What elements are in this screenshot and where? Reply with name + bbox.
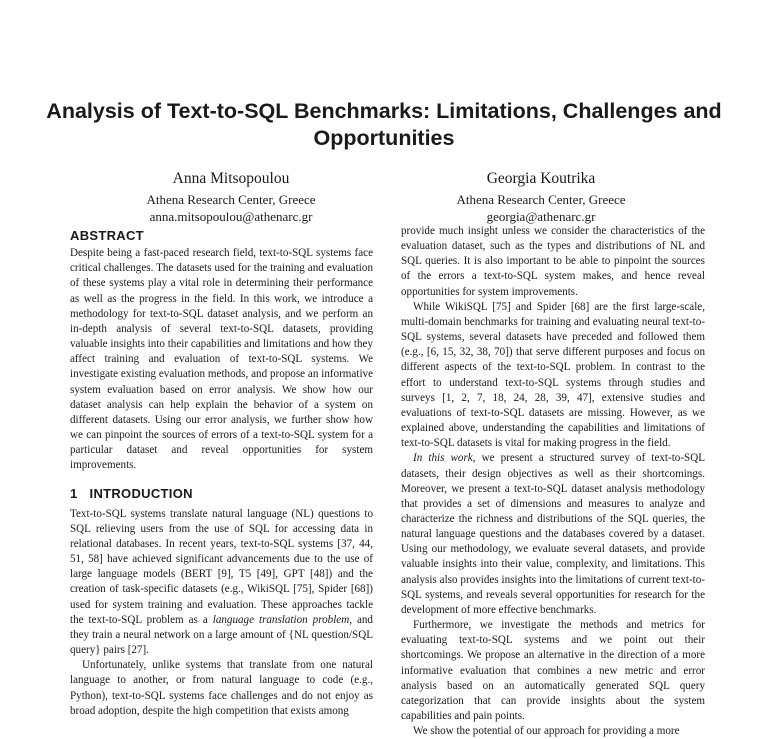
intro-text: Text-to-SQL systems translate natural language (NL) questions to SQL relieving users from the use of SQL for accessing data in relational databases. In recent years, text-to-SQL systems [37, 44, 51, 58] have achieved significant advancements due to the use of large language models (BERT [9], T5 [49], GPT [48]) and the creation of task-specific datasets (e.g., WikiSQL [75], Spider [68]) used for system training and evaluation. These approaches tackle the text-to-SQL problem as a [70, 507, 373, 626]
intro-paragraph-4: While WikiSQL [75] and Spider [68] are the first large-scale, multi-domain benchmarks for training and evaluating neural text-to-SQL systems, several datasets have preceded and followed them (e.g., [6, 15, 32, 38, 70]) that serve different purposes and focus on different aspects of the text-to-SQL problem. In contrast to the effort to understand text-to-SQL systems through studies and surveys [1, 2, 7, 18, 24, 28, 39, 47], extensive studies and evaluations of text-to-SQL datasets are missing. However, as we explained above, understanding the capabilities and limitations of text-to-SQL datasets is vital for making progress in the field. [401, 300, 705, 450]
section-number: 1 [70, 485, 78, 501]
intro-paragraph-1 [70, 507, 373, 659]
author-affiliation: Athena Research Center, Greece [146, 192, 316, 207]
section-title: INTRODUCTION [89, 485, 193, 501]
author-email: georgia@athenarc.gr [486, 209, 596, 224]
paper-title: Analysis of Text-to-SQL Benchmarks: Limitations, Challenges and Opportunities [46, 99, 722, 150]
intro-paragraph-6: Furthermore, we investigate the methods and metrics for evaluating text-to-SQL systems and we point out their shortcomings. We propose an alternative in the direction of a more informative evaluation that combines a new metric and error analysis based on an automatically generated SQL query categorization that can provide insights about the system capabilities and pain points. [401, 619, 705, 722]
emphasis-text: language translation problem [212, 613, 350, 626]
intro-text: , we present a structured survey of text-to-SQL datasets, their design objectives as well as their shortcomings. Moreover, we present a text-to-SQL dataset analysis methodology that provides a set of dimensions and measures to analyze and characterize the richness and distributions of the SQL queries, the natural language questions and the databases covered by a dataset. Using our methodology, we evaluate several datasets, and provide valuable insights into their value, complexity, and limitations. This analysis also provides insights into the limitations of current text-to-SQL systems, and reveals several opportunities for research for the development of more effective benchmarks. [401, 452, 705, 616]
intro-paragraph-3: provide much insight unless we consider the characteristics of the evaluation dataset, such as the types and distributions of NL and SQL queries. It is also important to be able to pinpoint the sources of the errors a text-to-SQL system makes, and hence reveal opportunities for system improvements. [401, 225, 705, 298]
author-block-2 [391, 168, 691, 225]
left-column [70, 228, 373, 719]
intro-paragraph-7: We show the potential of our approach for providing a more [413, 725, 680, 738]
author-name: Georgia Koutrika [486, 170, 596, 187]
intro-paragraph-5 [401, 451, 705, 618]
right-column [401, 224, 705, 739]
author-name: Anna Mitsopoulou [172, 170, 290, 187]
introduction-heading [70, 486, 373, 501]
emphasis-text: In this work [413, 452, 473, 465]
abstract-text: Despite being a fast-paced research field, text-to-SQL systems face critical challenges. The datasets used for the training and evaluation of these systems play a vital role in determining their performance as well as the progress in the field. In this work, we introduce a methodology for text-to-SQL dataset analysis, and we perform an in-depth analysis of several text-to-SQL datasets, providing valuable insights into their capabilities and limitations and how they affect training and evaluation of text-to-SQL systems. We investigate existing evaluation methods, and propose an informative system evaluation based on error analysis. We show how our dataset analysis can help explain the behavior of a system on different datasets. Using our error analysis, we further show how we can pinpoint the sources of errors of a text-to-SQL system for a particular dataset and reveal opportunities for system improvements. [70, 247, 373, 472]
author-email: anna.mitsopoulou@athenarc.gr [149, 209, 313, 224]
intro-paragraph-2: Unfortunately, unlike systems that translate from one natural language to another, or from natural language to code (e.g., Python), text-to-SQL systems face challenges and do not enjoy as broad adoption, despite the high competition that exists among [70, 659, 373, 717]
intro-text: , and they train a neural network on a large amount of {NL question/SQL query} pairs [27]. [70, 613, 373, 657]
author-block-1 [81, 168, 381, 225]
author-affiliation: Athena Research Center, Greece [456, 192, 626, 207]
abstract-heading: ABSTRACT [70, 228, 144, 243]
